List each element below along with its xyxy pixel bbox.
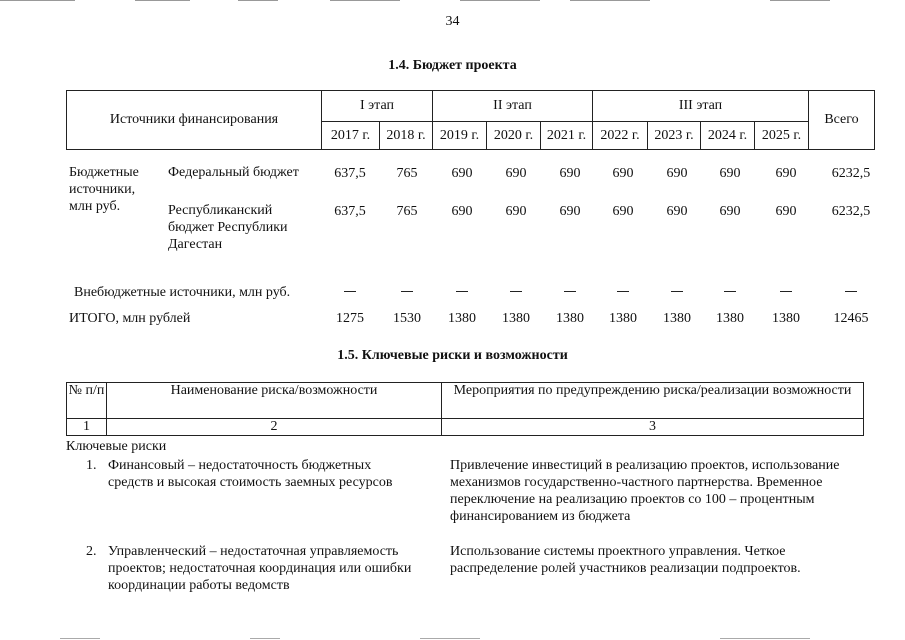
dash-cell [705, 284, 755, 300]
value-cell: 690 [559, 204, 581, 219]
offbudget-label: Внебюджетные источники, млн руб. [74, 285, 291, 300]
value-cell: 690 [451, 204, 473, 219]
risk-number: 1. [86, 458, 97, 473]
budget-header-table [66, 90, 875, 150]
risk-number: 2. [86, 544, 97, 559]
dash-cell [545, 284, 595, 300]
value-cell: 690 [719, 166, 741, 181]
federal-budget-label: Федеральный бюджет [168, 165, 299, 180]
year-header: 2020 г. [487, 122, 541, 150]
value-cell: 690 [775, 204, 797, 219]
value-cell: 1530 [393, 311, 421, 326]
col-index: 3 [442, 419, 864, 436]
dash-cell [437, 284, 487, 300]
value-cell: 690 [612, 204, 634, 219]
value-cell: 690 [719, 204, 741, 219]
value-cell: 1380 [663, 311, 691, 326]
risk-name-header: Наименование риска/возможности [107, 383, 442, 419]
total-row-label: ИТОГО, млн рублей [69, 311, 191, 326]
dash-cell [761, 284, 811, 300]
risk-measure: Использование системы проектного управления. Четкое распределение ролей участников реализации подпроектов. [450, 544, 801, 576]
year-header: 2021 г. [541, 122, 593, 150]
year-header: 2023 г. [648, 122, 701, 150]
stage3-header: III этап [593, 91, 809, 122]
value-cell: 765 [396, 166, 418, 181]
dash-cell [325, 284, 375, 300]
value-cell: 637,5 [334, 204, 366, 219]
year-header: 2022 г. [593, 122, 648, 150]
value-cell: 690 [666, 204, 688, 219]
republic-budget-label: Республиканский бюджет Республики Дагестан [168, 203, 288, 252]
total-cell: 6232,5 [831, 166, 871, 181]
total-cell: 6232,5 [831, 204, 871, 219]
value-cell: 1380 [448, 311, 476, 326]
num-header: № п/п [67, 383, 107, 419]
risks-section-title: 1.5. Ключевые риски и возможности [337, 348, 568, 363]
key-risks-label: Ключевые риски [66, 439, 167, 454]
col-index: 2 [107, 419, 442, 436]
year-header: 2024 г. [701, 122, 755, 150]
value-cell: 765 [396, 204, 418, 219]
total-header: Всего [809, 91, 875, 150]
value-cell: 690 [666, 166, 688, 181]
dash-cell [598, 284, 648, 300]
value-cell: 1380 [772, 311, 800, 326]
value-cell: 690 [612, 166, 634, 181]
dash-cell [491, 284, 541, 300]
year-header: 2017 г. [322, 122, 380, 150]
value-cell: 690 [451, 166, 473, 181]
value-cell: 1380 [716, 311, 744, 326]
value-cell: 637,5 [334, 166, 366, 181]
stage2-header: II этап [433, 91, 593, 122]
top-edge-marks [0, 0, 905, 2]
value-cell: 690 [505, 204, 527, 219]
value-cell: 690 [505, 166, 527, 181]
total-cell: 12465 [833, 311, 869, 326]
budget-section-title: 1.4. Бюджет проекта [388, 58, 517, 73]
year-header: 2019 г. [433, 122, 487, 150]
stage1-header: I этап [322, 91, 433, 122]
year-header: 2025 г. [755, 122, 809, 150]
value-cell: 690 [775, 166, 797, 181]
value-cell: 1380 [502, 311, 530, 326]
value-cell: 1275 [336, 311, 364, 326]
value-cell: 1380 [609, 311, 637, 326]
measures-header: Мероприятия по предупреждению риска/реализации возможности [442, 383, 864, 419]
dash-cell [652, 284, 702, 300]
sources-header: Источники финансирования [67, 91, 322, 150]
year-header: 2018 г. [380, 122, 433, 150]
dash-cell [382, 284, 432, 300]
budget-sources-label: Бюджетные источники, млн руб. [69, 165, 139, 214]
risk-name: Управленческий – недостаточная управляемость проектов; недостаточная координация или ошибки координации работы ведомств [108, 544, 412, 593]
risk-name: Финансовый – недостаточность бюджетных средств и высокая стоимость заемных ресурсов [108, 458, 393, 490]
risk-measure: Привлечение инвестиций в реализацию проектов, использование механизмов государственно-частного партнерства. Временное переключение на реализацию проектов со 100 – процентным финансированием из бюджета [450, 458, 840, 524]
risks-header-table [66, 382, 864, 436]
value-cell: 690 [559, 166, 581, 181]
col-index: 1 [67, 419, 107, 436]
value-cell: 1380 [556, 311, 584, 326]
page-number: 34 [445, 14, 460, 29]
dash-cell [822, 284, 880, 300]
